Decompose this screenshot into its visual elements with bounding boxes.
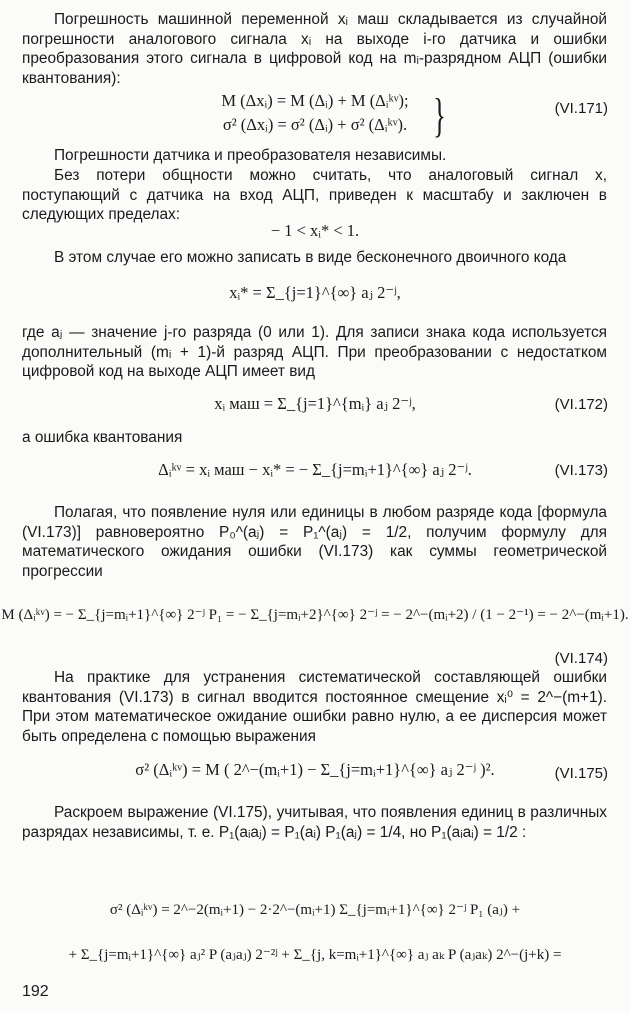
equation-171-variance: σ² (Δxᵢ) = σ² (Δᵢ) + σ² (Δᵢᵏᵛ). <box>222 115 408 134</box>
equation-176-line2: + Σ_{j=mᵢ+1}^{∞} aⱼ² P (aⱼaⱼ) 2⁻²ʲ + Σ_{j, k=mᵢ+1}^{∞} aⱼ aₖ P (aⱼaₖ) 2^−(j+k) = <box>68 947 562 963</box>
equation-176-line1: σ² (Δᵢᵏᵛ) = 2^−2(mᵢ+1) − 2·2^−(mᵢ+1) Σ_{j=mᵢ+1}^{∞} 2⁻ʲ P₁ (aⱼ) + <box>109 902 521 918</box>
equation-171-mean: M (Δxᵢ) = M (Δᵢ) + M (Δᵢᵏᵛ); <box>221 91 409 110</box>
paragraph-digit-definition: где aⱼ — значение j-го разряда (0 или 1). Для записи знака кода используется дополнительный (mᵢ + 1)-й разряд АЦП. При преобразовании с недостатком цифровой код на выходе АЦП имеет вид <box>22 324 607 381</box>
paragraph-binary-code: В этом случае его можно записать в виде бесконечного двоичного кода <box>54 249 567 266</box>
equation-number-172: (VI.172) <box>554 396 608 413</box>
paragraph-quantization-error: а ошибка квантования <box>22 429 183 446</box>
equation-binary-series: xᵢ* = Σ_{j=1}^{∞} aⱼ 2⁻ʲ, <box>229 283 401 302</box>
equation-number-173: (VI.173) <box>554 462 608 479</box>
paragraph-independence: Погрешности датчика и преобразователя независимы. <box>54 147 447 164</box>
equation-174: M (Δᵢᵏᵛ) = − Σ_{j=mᵢ+1}^{∞} 2⁻ʲ P₁ = − Σ_{j=mᵢ+2}^{∞} 2⁻ʲ = − 2^−(mᵢ+2) / (1 − 2⁻¹) = − 2^−(mᵢ+1). <box>1 607 629 623</box>
paragraph-signal-range: Без потери общности можно считать, что аналоговый сигнал x, поступающий с датчика на вход АЦП, приведен к масштабу и заключен в следующих пределах: <box>22 167 607 224</box>
equation-173: Δᵢᵏᵛ = xᵢ маш − xᵢ* = − Σ_{j=mᵢ+1}^{∞} aⱼ 2⁻ʲ. <box>158 460 472 479</box>
equation-175: σ² (Δᵢᵏᵛ) = M ( 2^−(mᵢ+1) − Σ_{j=mᵢ+1}^{∞} aⱼ 2⁻ʲ )². <box>135 760 495 779</box>
paragraph-expansion: Раскроем выражение (VI.175), учитывая, что появления единиц в различных разрядах независимы, т. е. P₁(aᵢaⱼ) = P₁(aᵢ) P₁(aⱼ) = 1/4, но P₁(aᵢaᵢ) = 1/2 : <box>22 804 607 841</box>
equation-172: xᵢ маш = Σ_{j=1}^{mᵢ} aⱼ 2⁻ʲ, <box>214 394 416 413</box>
equation-number-171: (VI.171) <box>554 100 608 117</box>
equation-number-175: (VI.175) <box>554 765 608 782</box>
equation-inequality: − 1 < xᵢ* < 1. <box>270 221 360 240</box>
equation-number-174: (VI.174) <box>554 650 608 667</box>
paragraph-equiprobable: Полагая, что появление нуля или единицы в любом разряде кода [формула (VI.173)] равновероятно P₀^(aⱼ) = P₁^(aⱼ) = 1/2, получим формулу для математического ожидания ошибки (VI.173) как суммы геометрической прогрессии <box>22 504 607 580</box>
paragraph-bias: На практике для устранения систематической составляющей ошибки квантования (VI.173) в сигнал вводится постоянное смещение xᵢ⁰ = 2^−(m+1). При этом математическое ожидание ошибки равно нулю, а ее дисперсия может быть определена с помощью выражения <box>22 669 607 745</box>
page-number: 192 <box>22 983 49 1000</box>
paragraph-error-composition: Погрешность машинной переменной xᵢ маш складывается из случайной погрешности аналогового сигнала xᵢ на выходе i-го датчика и ошибки преобразования этого сигнала в цифровой код на mᵢ-разрядном АЦП (ошибки квантования): <box>22 11 607 87</box>
right-brace: } <box>433 89 446 142</box>
